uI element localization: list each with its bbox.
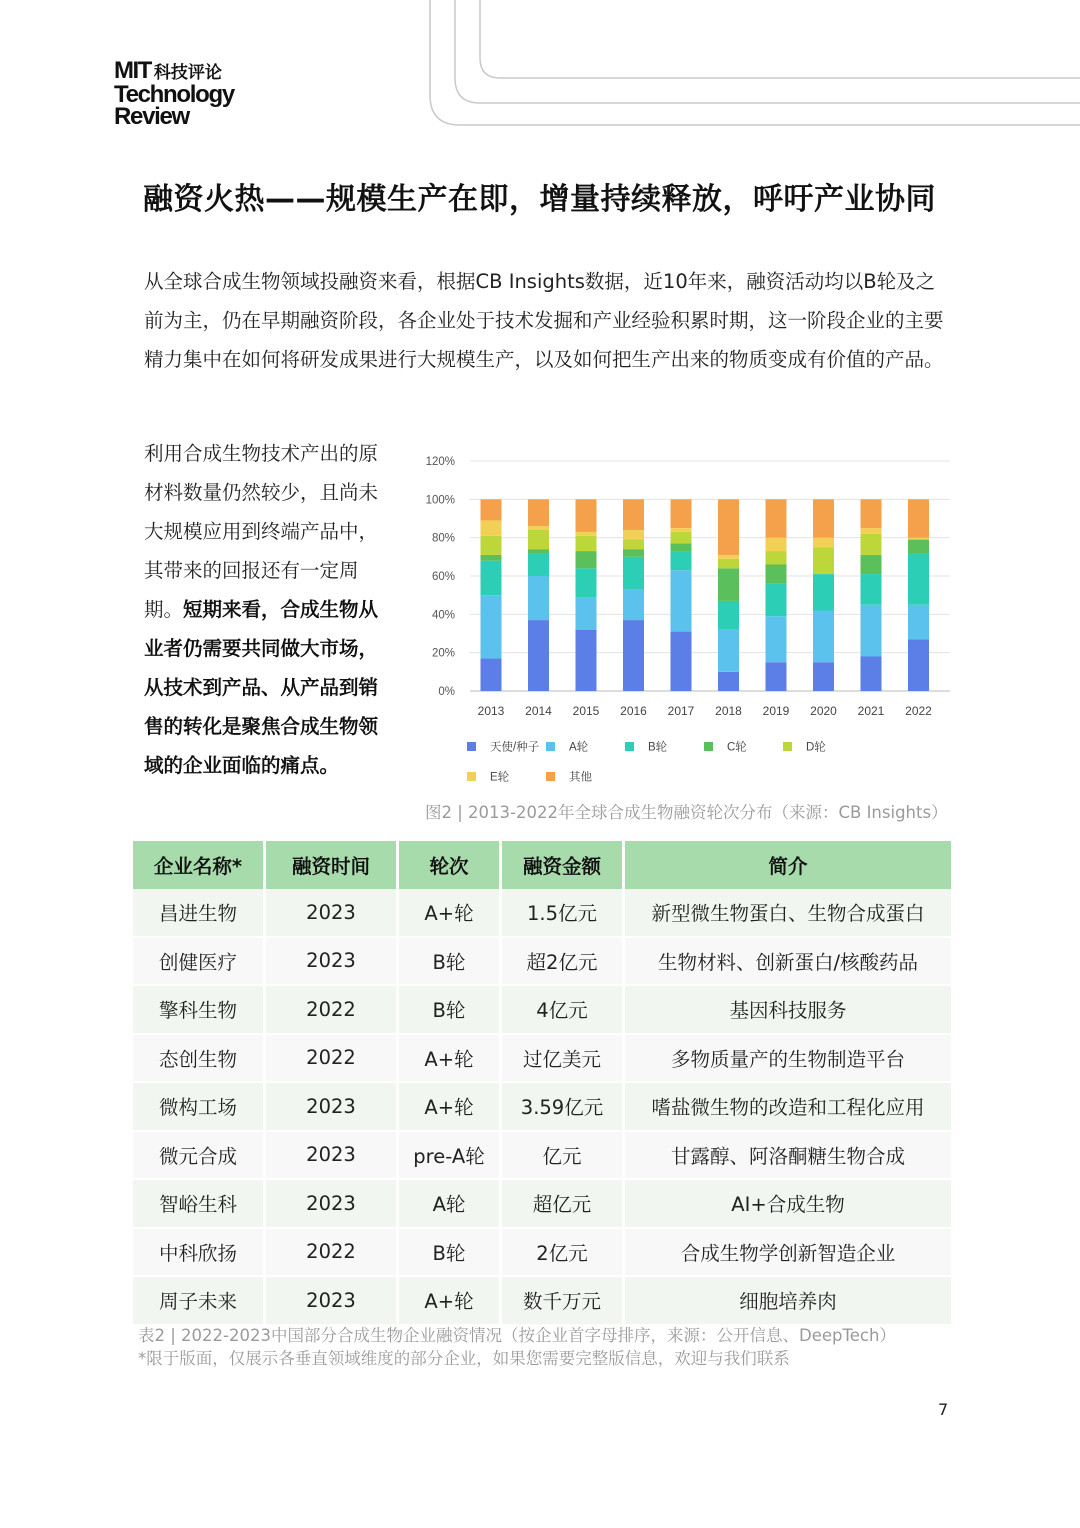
table-row (133, 1277, 951, 1326)
bar-segment (766, 565, 787, 584)
bar-segment (908, 639, 929, 691)
header-description: 简介 (625, 841, 951, 889)
bar-segment (813, 662, 834, 691)
bar-segment (766, 616, 787, 662)
x-tick-label: 2017 (667, 704, 695, 718)
bar-segment (576, 499, 597, 532)
cell-description: 多物质量产的生物制造平台 (625, 1035, 951, 1084)
cell-amount: 1.5亿元 (502, 889, 622, 938)
legend-swatch (467, 772, 476, 781)
cell-description: 嗜盐微生物的改造和工程化应用 (625, 1083, 951, 1132)
bar-segment (576, 597, 597, 630)
bar-segment (861, 499, 882, 528)
bar-segment (908, 538, 929, 540)
legend-label: 天使/种子 (490, 741, 540, 754)
x-tick-label: 2016 (620, 704, 647, 718)
bar-segment (718, 672, 739, 691)
x-tick-label: 2013 (477, 704, 505, 718)
legend-label: 其他 (569, 771, 592, 784)
bar-segment (671, 570, 692, 631)
legend-swatch (467, 742, 476, 751)
bar-segment (718, 568, 739, 601)
bar-segment (718, 499, 739, 555)
table-caption (138, 1324, 896, 1370)
bar-segment (813, 574, 834, 610)
cell-company: 周子未来 (133, 1277, 263, 1326)
cell-round: B轮 (399, 938, 499, 987)
y-tick-label: 120% (425, 456, 455, 468)
bar-segment (528, 530, 549, 549)
cell-date: 2023 (266, 889, 396, 938)
bar-segment (861, 657, 882, 692)
legend-swatch (704, 742, 713, 751)
cell-round: B轮 (399, 1229, 499, 1278)
bar-segment (718, 601, 739, 630)
bar-segment (481, 595, 502, 658)
bar-segment (481, 536, 502, 555)
bar-segment (766, 551, 787, 564)
bar-segment (813, 547, 834, 574)
figure-caption: 图2 | 2013-2022年全球合成生物融资轮次分布（来源：CB Insights） (425, 803, 948, 822)
bar-segment (908, 540, 929, 553)
legend-label: C轮 (727, 741, 747, 754)
table-row (133, 1180, 951, 1229)
bar-segment (623, 499, 644, 530)
bar-segment (576, 551, 597, 568)
legend-swatch (625, 742, 634, 751)
legend-swatch (783, 742, 792, 751)
cell-amount: 4亿元 (502, 986, 622, 1035)
bar-segment (766, 584, 787, 617)
y-tick-label: 40% (431, 609, 455, 622)
bar-segment (861, 605, 882, 657)
cell-date: 2023 (266, 1180, 396, 1229)
cell-amount: 超2亿元 (502, 938, 622, 987)
page-number: 7 (938, 1400, 949, 1419)
cell-round: A轮 (399, 1180, 499, 1229)
header-company: 企业名称* (133, 841, 263, 889)
cell-amount: 数千万元 (502, 1277, 622, 1326)
bar-segment (481, 658, 502, 691)
table-row (133, 1035, 951, 1084)
cell-date: 2022 (266, 1229, 396, 1278)
cell-description: 生物材料、创新蛋白/核酸药品 (625, 938, 951, 987)
cell-date: 2023 (266, 1083, 396, 1132)
cell-company: 态创生物 (133, 1035, 263, 1084)
bar-segment (623, 549, 644, 557)
bar-segment (861, 534, 882, 555)
x-tick-label: 2015 (572, 704, 600, 718)
bar-segment (576, 536, 597, 551)
bar-segment (481, 520, 502, 535)
intro-paragraph: 从全球合成生物领域投融资来看，根据CB Insights数据，近10年来，融资活动均以B轮及之前为主，仍在早期融资阶段，各企业处于技术发掘和产业经验积累时期，这一阶段企业的主要精力集中在如何将研发成果进行大规模生产，以及如何把生产出来的物质变成有价值的产品。 (144, 270, 944, 371)
table-caption-title: 表2 | 2022-2023中国部分合成生物企业融资情况（按企业首字母排序，来源：公开信息、DeepTech） (138, 1326, 896, 1345)
table-row (133, 1132, 951, 1181)
bar-segment (671, 543, 692, 551)
bar-segment (718, 559, 739, 569)
y-tick-label: 20% (431, 647, 455, 660)
bar-segment (623, 540, 644, 550)
cell-date: 2023 (266, 1132, 396, 1181)
cell-company: 创健医疗 (133, 938, 263, 987)
side-text-bold: 短期来看，合成生物从业者仍需要共同做大市场，从技术到产品、从产品到销售的转化是聚焦合成生物领域的企业面临的痛点。 (144, 598, 379, 777)
bar-segment (671, 551, 692, 570)
cell-round: A+轮 (399, 889, 499, 938)
bar-segment (481, 499, 502, 520)
bar-segment (671, 532, 692, 544)
bar-segment (861, 528, 882, 534)
cell-description: 合成生物学创新智造企业 (625, 1229, 951, 1278)
table-row (133, 1083, 951, 1132)
header-amount: 融资金额 (502, 841, 622, 889)
bar-segment (671, 499, 692, 528)
funding-table (130, 841, 954, 1326)
cell-amount: 过亿美元 (502, 1035, 622, 1084)
bar-segment (576, 630, 597, 691)
legend-label: E轮 (490, 771, 510, 784)
x-tick-label: 2019 (762, 704, 790, 718)
y-tick-label: 0% (438, 686, 455, 698)
mit-technology-review-logo: MIT 科技评论 Technology Review (114, 57, 234, 130)
bar-segment (528, 499, 549, 526)
cell-round: B轮 (399, 986, 499, 1035)
cell-description: 细胞培养肉 (625, 1277, 951, 1326)
y-tick-label: 60% (431, 571, 455, 583)
bar-segment (813, 611, 834, 663)
cell-company: 智峪生科 (133, 1180, 263, 1229)
bar-segment (623, 557, 644, 590)
cell-date: 2023 (266, 938, 396, 987)
legend-label: D轮 (806, 741, 826, 754)
bar-segment (861, 574, 882, 605)
y-tick-label: 100% (425, 494, 455, 507)
legend-swatch (546, 742, 555, 751)
bar-segment (766, 499, 787, 537)
cell-company: 擎科生物 (133, 986, 263, 1035)
bar-segment (623, 589, 644, 620)
cell-company: 昌进生物 (133, 889, 263, 938)
bar-segment (766, 662, 787, 691)
bar-segment (528, 526, 549, 530)
bar-segment (528, 576, 549, 620)
side-paragraph (144, 434, 394, 785)
bar-segment (576, 568, 597, 597)
x-tick-label: 2021 (857, 704, 885, 718)
table-row (133, 986, 951, 1035)
bar-segment (908, 605, 929, 640)
header-date: 融资时间 (266, 841, 396, 889)
bar-segment (766, 538, 787, 551)
bar-segment (481, 555, 502, 561)
table-header-row (133, 841, 951, 889)
table-row (133, 938, 951, 987)
x-tick-label: 2022 (905, 704, 932, 718)
cell-company: 微构工场 (133, 1083, 263, 1132)
cell-description: 新型微生物蛋白、生物合成蛋白 (625, 889, 951, 938)
side-text-normal: 利用合成生物技术产出的原材料数量仍然较少，且尚未大规模应用到终端产品中，其带来的回报还有一定周期。 (144, 442, 379, 621)
bar-segment (718, 555, 739, 559)
table-row (133, 889, 951, 938)
legend-label: B轮 (648, 741, 668, 754)
x-tick-label: 2014 (525, 704, 552, 718)
legend-label: A轮 (569, 741, 589, 754)
table-footnote: *限于版面，仅展示各垂直领域维度的部分企业，如果您需要完整版信息，欢迎与我们联系 (138, 1349, 790, 1368)
cell-round: pre-A轮 (399, 1132, 499, 1181)
bar-segment (623, 530, 644, 540)
bar-segment (623, 620, 644, 691)
cell-date: 2023 (266, 1277, 396, 1326)
bar-segment (908, 553, 929, 605)
bar-segment (528, 553, 549, 576)
bar-segment (718, 630, 739, 672)
bar-segment (671, 632, 692, 691)
bar-segment (813, 499, 834, 537)
cell-company: 中科欣扬 (133, 1229, 263, 1278)
header-round: 轮次 (399, 841, 499, 889)
bar-segment (908, 499, 929, 537)
bar-segment (813, 538, 834, 548)
cell-amount: 亿元 (502, 1132, 622, 1181)
cell-company: 微元合成 (133, 1132, 263, 1181)
cell-description: 甘露醇、阿洛酮糖生物合成 (625, 1132, 951, 1181)
cell-amount: 2亿元 (502, 1229, 622, 1278)
cell-date: 2022 (266, 1035, 396, 1084)
cell-round: A+轮 (399, 1035, 499, 1084)
cell-amount: 超亿元 (502, 1180, 622, 1229)
x-tick-label: 2018 (715, 704, 742, 718)
bar-segment (861, 555, 882, 574)
cell-round: A+轮 (399, 1083, 499, 1132)
cell-round: A+轮 (399, 1277, 499, 1326)
funding-rounds-stacked-bar-chart (415, 445, 955, 805)
bar-segment (481, 561, 502, 595)
y-tick-label: 80% (431, 532, 455, 545)
bar-segment (528, 549, 549, 553)
table-row (133, 1229, 951, 1278)
bar-segment (671, 528, 692, 532)
cell-date: 2022 (266, 986, 396, 1035)
bar-segment (528, 620, 549, 691)
x-tick-label: 2020 (810, 704, 837, 718)
cell-description: 基因科技服务 (625, 986, 951, 1035)
cell-amount: 3.59亿元 (502, 1083, 622, 1132)
legend-swatch (546, 772, 555, 781)
section-title: 融资火热——规模生产在即，增量持续释放，呼吁产业协同 (143, 182, 936, 217)
cell-description: AI+合成生物 (625, 1180, 951, 1229)
bar-segment (576, 532, 597, 536)
